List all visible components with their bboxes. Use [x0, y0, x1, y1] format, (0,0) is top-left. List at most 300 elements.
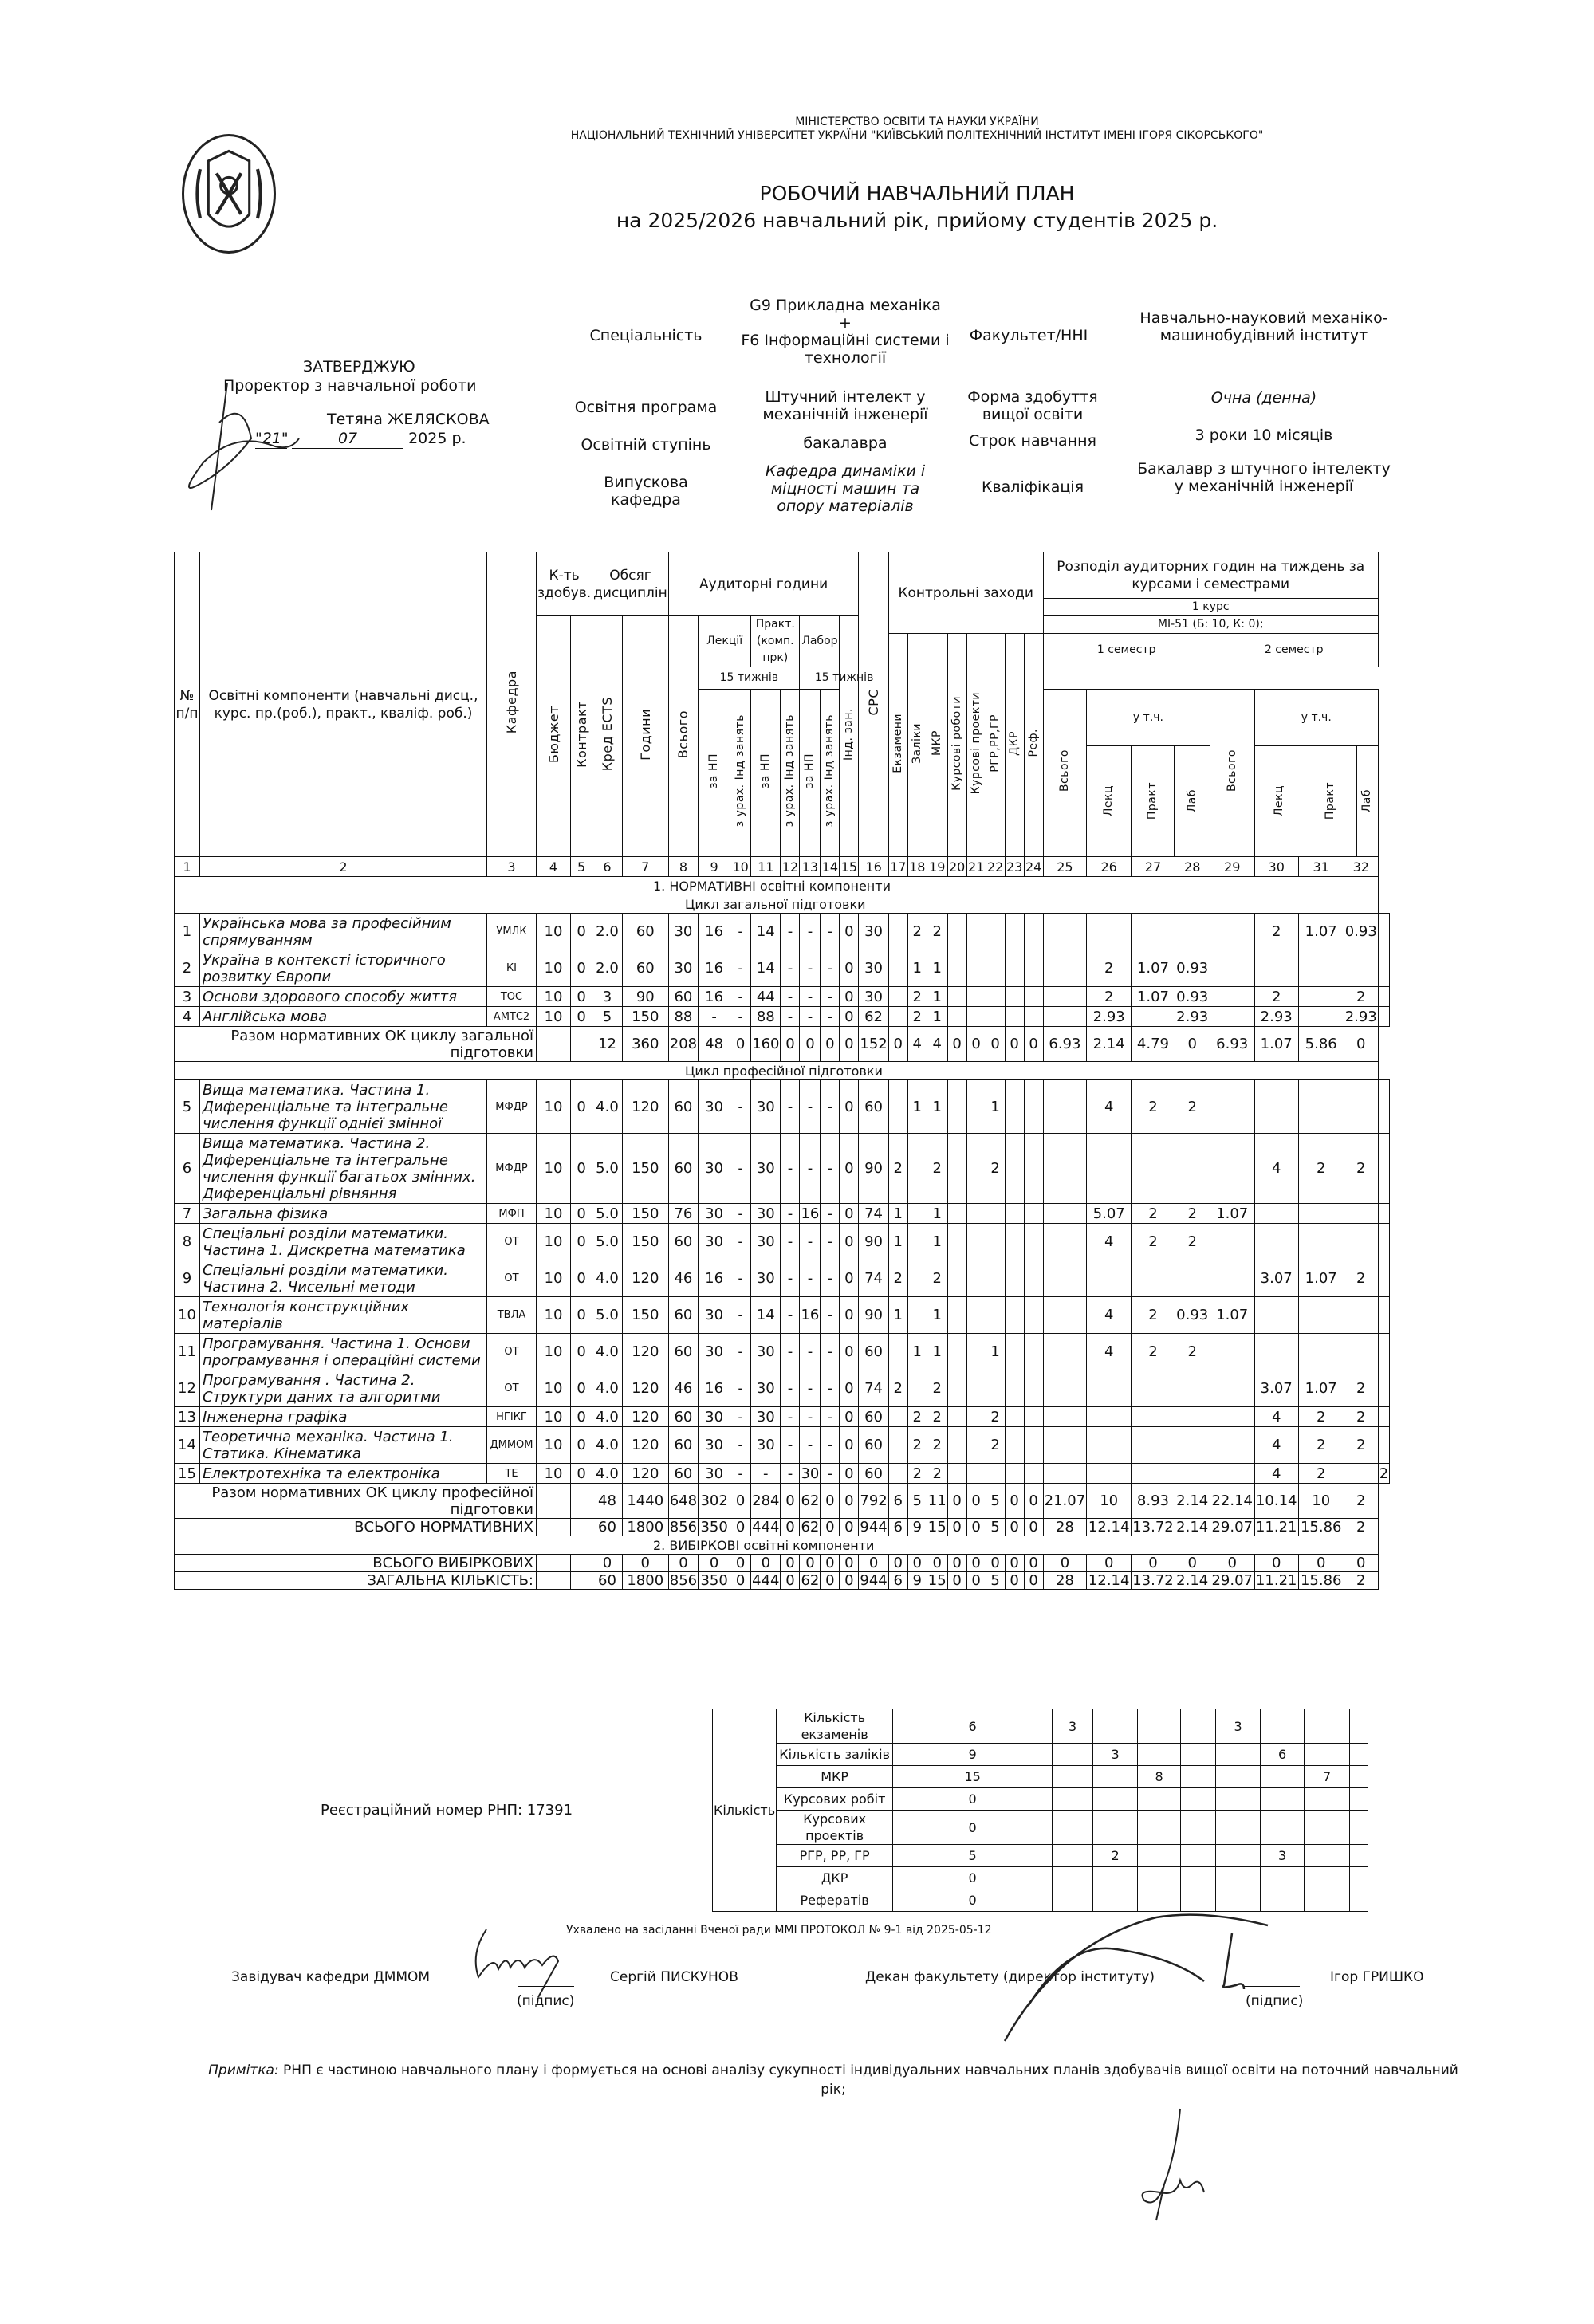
- cell-value: [907, 1204, 927, 1224]
- cell-value: [1132, 1007, 1175, 1027]
- cell-value: -: [730, 1134, 751, 1204]
- cell-value: [986, 1204, 1005, 1224]
- total-value: 22.14: [1210, 1484, 1254, 1519]
- cell-value: 14: [751, 950, 781, 987]
- counts-semester-value: [1305, 1744, 1350, 1766]
- cell-value: -: [800, 1334, 821, 1370]
- cell-value: 30: [859, 914, 888, 950]
- header-sem2-total: Всього: [1210, 690, 1254, 857]
- cell-value: [1005, 1204, 1024, 1224]
- column-number: 1: [175, 857, 200, 877]
- cell-value: [1043, 1134, 1087, 1204]
- cell-value: 0: [840, 1370, 859, 1407]
- cell-value: [947, 1370, 966, 1407]
- kafedra-code: ТОС: [487, 987, 537, 1007]
- cell-value: [947, 1407, 966, 1427]
- header-control: Контрольні заходи: [888, 552, 1043, 634]
- dean-signature-icon: [997, 1909, 1316, 2045]
- component-name: Основи здорового способу життя: [200, 987, 487, 1007]
- counts-table: [712, 1709, 1368, 1912]
- column-number: 29: [1210, 857, 1254, 877]
- counts-semester-value: [1261, 1709, 1305, 1744]
- total-value: 2: [1344, 1572, 1378, 1590]
- cell-value: [1005, 1334, 1024, 1370]
- header-course-works: Курсові роботи: [947, 634, 966, 857]
- page-subtitle: на 2025/2026 навчальний рік, прийому студентів 2025 р.: [616, 209, 1218, 232]
- cell-value: -: [730, 1407, 751, 1427]
- cell-value: 2: [1298, 1427, 1344, 1464]
- cell-value: -: [781, 1370, 800, 1407]
- kafedra-code: ТЕ: [487, 1464, 537, 1484]
- cell-value: 2: [1344, 1370, 1378, 1407]
- table-row: [175, 914, 1390, 950]
- cell-value: [1378, 1297, 1389, 1334]
- total-value: 0: [821, 1572, 840, 1590]
- component-name: Англійська мова: [200, 1007, 487, 1027]
- cell-value: 60: [859, 1464, 888, 1484]
- cell-value: 2: [927, 1260, 947, 1297]
- counts-semester-value: [1305, 1709, 1350, 1744]
- cell-value: 2.0: [592, 950, 623, 987]
- cell-value: 120: [622, 1080, 668, 1134]
- cell-value: -: [781, 914, 800, 950]
- cell-value: [888, 1464, 907, 1484]
- cell-value: 2: [888, 1260, 907, 1297]
- cell-value: [947, 1427, 966, 1464]
- cell-value: [1132, 1427, 1175, 1464]
- head-of-department-label: Завідувач кафедри ДММОМ: [231, 1969, 431, 1985]
- cell-value: -: [699, 1007, 730, 1027]
- counts-semester-value: 7: [1305, 1766, 1350, 1788]
- cell-value: 30: [751, 1204, 781, 1224]
- cell-value: 4: [1254, 1407, 1298, 1427]
- cell-value: 0: [571, 1134, 592, 1204]
- column-number: 15: [840, 857, 859, 877]
- total-value: 0: [1210, 1555, 1254, 1572]
- cell-value: 0: [840, 1297, 859, 1334]
- component-name: Теоретична механіка. Частина 1. Статика. Кінематика: [200, 1427, 487, 1464]
- column-number: 2: [200, 857, 487, 877]
- cell-value: 30: [751, 1080, 781, 1134]
- counts-row-label: Курсових проектів: [777, 1811, 893, 1845]
- cell-value: [1132, 1464, 1175, 1484]
- cell-value: 0: [571, 1464, 592, 1484]
- cell-value: [1210, 1080, 1254, 1134]
- cell-value: 120: [622, 1370, 668, 1407]
- cell-value: 2: [1132, 1204, 1175, 1224]
- counts-semester-value: [1138, 1788, 1181, 1811]
- total-value: 0: [622, 1555, 668, 1572]
- total-value: 6: [888, 1572, 907, 1590]
- cell-value: 30: [668, 950, 698, 987]
- cell-value: 10: [537, 914, 571, 950]
- counts-semester-value: [1053, 1867, 1093, 1889]
- cell-value: [1087, 1407, 1132, 1427]
- total-value: 0: [699, 1555, 730, 1572]
- cell-value: 2.93: [1176, 1008, 1209, 1025]
- cell-value: [888, 950, 907, 987]
- cell-value: 0: [840, 1134, 859, 1204]
- cell-value: 90: [859, 1224, 888, 1260]
- cell-value: 0: [571, 1370, 592, 1407]
- total-value: 5.86: [1298, 1027, 1344, 1062]
- header-hours: Години: [622, 616, 668, 857]
- cell-value: 10: [537, 1260, 571, 1297]
- cell-value: 60: [668, 1080, 698, 1134]
- total-value: 0: [730, 1555, 751, 1572]
- cell-value: 4: [1254, 1134, 1298, 1204]
- component-name: Програмування . Частина 2. Структури даних та алгоритми: [200, 1370, 487, 1407]
- cell-value: 1.07: [1298, 914, 1344, 950]
- cell-value: 120: [622, 1334, 668, 1370]
- cell-value: [1087, 1464, 1132, 1484]
- cell-value: [1024, 1297, 1043, 1334]
- counts-row-total: 0: [893, 1867, 1053, 1889]
- column-number: 26: [1087, 857, 1132, 877]
- counts-semester-value: [1216, 1766, 1261, 1788]
- total-value: 0: [592, 1555, 623, 1572]
- column-number: 11: [751, 857, 781, 877]
- cell-value: 3: [592, 987, 623, 1007]
- cell-value: [1005, 1297, 1024, 1334]
- counts-semester-value: 3: [1216, 1709, 1261, 1744]
- cell-value: [966, 1407, 986, 1427]
- total-value: 0: [1024, 1519, 1043, 1536]
- cell-value: 0.93: [1175, 1297, 1210, 1334]
- cell-value: [1043, 1204, 1087, 1224]
- cell-value: 120: [622, 1407, 668, 1427]
- cell-value: [1175, 914, 1210, 950]
- cell-value: 16: [800, 1297, 821, 1334]
- counts-label: Кількість: [713, 1709, 777, 1912]
- qual-value: Бакалавр з штучного інтелекту у механічній інженерії: [1137, 460, 1391, 495]
- counts-semester-value: 2: [1093, 1845, 1138, 1867]
- total-value: [537, 1484, 571, 1519]
- total-value: 15: [927, 1519, 947, 1536]
- cell-value: 10: [537, 1334, 571, 1370]
- cell-value: -: [800, 1260, 821, 1297]
- total-value: [571, 1484, 592, 1519]
- cell-value: 0: [571, 1007, 592, 1027]
- cell-value: [1210, 1334, 1254, 1370]
- header-weeks2: 15 тижнів: [800, 667, 888, 690]
- specialty-value: [738, 297, 953, 367]
- component-name: Спеціальні розділи математики. Частина 1. Дискретна математика: [200, 1224, 487, 1260]
- cell-value: 1: [907, 1334, 927, 1370]
- cell-value: 30: [751, 1134, 781, 1204]
- elective-total-row: [175, 1555, 1390, 1572]
- column-number: 18: [907, 857, 927, 877]
- cell-value: [1378, 1427, 1389, 1464]
- cell-value: [1378, 1080, 1389, 1134]
- total-value: 11.21: [1255, 1572, 1297, 1589]
- cell-value: 1.07: [1298, 1260, 1344, 1297]
- cell-value: 60: [622, 950, 668, 987]
- total-value: 0: [781, 1555, 800, 1572]
- header-auditory: Аудиторні години: [668, 552, 859, 616]
- header-component: Освітні компоненти (навчальні дисц., курс. пр.(роб.), практ., кваліф. роб.): [200, 552, 487, 857]
- cell-value: [1254, 1204, 1298, 1224]
- cell-value: [1344, 950, 1378, 987]
- column-number: 4: [537, 857, 571, 877]
- cell-value: -: [821, 1080, 840, 1134]
- header-prac-np: за НП: [751, 690, 781, 857]
- cell-value: [966, 1464, 986, 1484]
- cell-value: 30: [699, 1407, 730, 1427]
- cell-value: 0: [840, 1224, 859, 1260]
- counts-semester-value: [1053, 1766, 1093, 1788]
- total-value: 0: [840, 1519, 859, 1536]
- cell-value: [1024, 950, 1043, 987]
- cell-value: -: [730, 1007, 751, 1027]
- cell-value: 10: [537, 950, 571, 987]
- cell-value: [966, 1134, 986, 1204]
- header-ects: Кред ECTS: [592, 616, 623, 857]
- header-exams: Екзамени: [888, 634, 907, 857]
- total-value: 944: [860, 1572, 888, 1589]
- row-number: 3: [175, 987, 200, 1007]
- cell-value: 2: [1298, 1407, 1344, 1427]
- cell-value: -: [781, 1260, 800, 1297]
- kafedra-code: МФДР: [487, 1080, 537, 1134]
- cell-value: [966, 1334, 986, 1370]
- cell-value: 60: [668, 1224, 698, 1260]
- curriculum-table: [174, 552, 1390, 1590]
- header-ref: Реф.: [1024, 634, 1043, 857]
- counts-row-label: Курсових робіт: [777, 1788, 893, 1811]
- cell-value: [966, 1427, 986, 1464]
- cell-value: [966, 987, 986, 1007]
- column-number: 24: [1024, 857, 1043, 877]
- cell-value: [947, 987, 966, 1007]
- total-value: 29.07: [1210, 1572, 1254, 1590]
- cell-value: 4.0: [592, 1370, 623, 1407]
- counts-semester-value: [1138, 1744, 1181, 1766]
- cell-value: [1210, 1407, 1254, 1427]
- cell-value: -: [781, 1427, 800, 1464]
- cell-value: 60: [859, 1080, 888, 1134]
- counts-semester-value: [1350, 1766, 1368, 1788]
- cell-value: [1043, 987, 1087, 1007]
- column-number: 32: [1344, 857, 1378, 877]
- cell-value: 10: [537, 1224, 571, 1260]
- cell-value: [966, 1204, 986, 1224]
- total-value: 0: [840, 1484, 859, 1519]
- table-row: [175, 1334, 1390, 1370]
- cell-value: 30: [859, 987, 888, 1007]
- cell-value: [1344, 1224, 1378, 1260]
- cell-value: 30: [699, 1080, 730, 1134]
- cell-value: 90: [622, 987, 668, 1007]
- cell-value: 60: [668, 1134, 698, 1204]
- total-value: 0: [1024, 1027, 1043, 1062]
- cell-value: 2: [986, 1427, 1005, 1464]
- column-number: 25: [1043, 857, 1087, 877]
- cell-value: -: [730, 1224, 751, 1260]
- total-value: 2.14: [1175, 1484, 1210, 1519]
- table-row: [175, 1134, 1390, 1204]
- cell-value: 0: [840, 1407, 859, 1427]
- specialty-plus: +: [839, 314, 852, 332]
- counts-semester-value: [1216, 1744, 1261, 1766]
- column-number: 19: [927, 857, 947, 877]
- cell-value: [1005, 1007, 1024, 1027]
- cell-value: 30: [751, 1224, 781, 1260]
- total-value: 48: [592, 1484, 623, 1519]
- column-number: 8: [668, 857, 698, 877]
- counts-semester-value: 3: [1053, 1709, 1093, 1744]
- cell-value: [1043, 1464, 1087, 1484]
- cell-value: [966, 1224, 986, 1260]
- cell-value: [1210, 1464, 1254, 1484]
- cell-value: [947, 1464, 966, 1484]
- counts-semester-value: [1181, 1788, 1216, 1811]
- cell-value: [1132, 1407, 1175, 1427]
- cell-value: [966, 914, 986, 950]
- total-value: 9: [907, 1519, 927, 1536]
- cell-value: 0: [840, 1260, 859, 1297]
- cell-value: 4.0: [592, 1407, 623, 1427]
- total-value: 0: [947, 1572, 966, 1590]
- cell-value: 2: [907, 914, 927, 950]
- cell-value: 88: [751, 1007, 781, 1027]
- dept-value: Кафедра динаміки і міцності машин та опору матеріалів: [765, 462, 926, 515]
- cell-value: [1298, 1297, 1344, 1334]
- header-sem1: 1 семестр: [1043, 634, 1210, 667]
- total-value: 0: [840, 1555, 859, 1572]
- total-label: ВСЬОГО ВИБІРКОВИХ: [175, 1555, 537, 1572]
- cell-value: [986, 1370, 1005, 1407]
- cell-value: [1005, 1407, 1024, 1427]
- total-value: 0: [668, 1555, 698, 1572]
- cell-value: [907, 1370, 927, 1407]
- page-title: РОБОЧИЙ НАВЧАЛЬНИЙ ПЛАН: [759, 182, 1075, 205]
- cell-value: 2: [927, 1134, 947, 1204]
- total-value: 4: [927, 1027, 947, 1062]
- counts-semester-value: [1261, 1867, 1305, 1889]
- table-row: [175, 1407, 1390, 1427]
- council-approval: Ухвалено на засіданні Вченої ради ММІ ПРОТОКОЛ № 9-1 від 2025-05-12: [566, 1924, 992, 1937]
- cell-value: [1087, 1427, 1132, 1464]
- cell-value: [966, 950, 986, 987]
- cell-value: [1298, 1204, 1344, 1224]
- cell-value: -: [730, 1260, 751, 1297]
- cell-value: 74: [859, 1260, 888, 1297]
- cell-value: [1024, 1370, 1043, 1407]
- total-value: 0: [966, 1555, 986, 1572]
- counts-semester-value: 6: [1261, 1744, 1305, 1766]
- cell-value: [1210, 1134, 1254, 1204]
- cell-value: 5.0: [592, 1204, 623, 1224]
- cell-value: 0: [571, 987, 592, 1007]
- column-number: 5: [571, 857, 592, 877]
- counts-row: [713, 1788, 1368, 1811]
- header-ind: Інд. зан.: [840, 616, 859, 857]
- cell-value: -: [821, 914, 840, 950]
- total-value: 0: [1024, 1555, 1043, 1572]
- cell-value: 30: [699, 1134, 730, 1204]
- cell-value: [1024, 1080, 1043, 1134]
- cell-value: [907, 1260, 927, 1297]
- total-label: ВСЬОГО НОРМАТИВНИХ: [175, 1519, 537, 1536]
- counts-semester-value: [1053, 1889, 1093, 1912]
- total-value: 2.14: [1176, 1519, 1209, 1536]
- total-value: 0: [907, 1555, 927, 1572]
- row-number: 6: [175, 1134, 200, 1204]
- row-number: 8: [175, 1224, 200, 1260]
- cell-value: [1378, 950, 1389, 987]
- cell-value: 90: [859, 1297, 888, 1334]
- component-name: Спеціальні розділи математики. Частина 2. Чисельні методи: [200, 1260, 487, 1297]
- cell-value: [907, 1297, 927, 1334]
- cell-value: 0: [840, 1427, 859, 1464]
- counts-semester-value: [1138, 1709, 1181, 1744]
- row-number: 7: [175, 1204, 200, 1224]
- total-value: 208: [668, 1027, 698, 1062]
- total-value: 8.93: [1132, 1484, 1175, 1519]
- component-name: Українська мова за професійним спрямуванням: [200, 914, 487, 950]
- header-labs: Лабор: [800, 616, 840, 667]
- table-row: [175, 1427, 1390, 1464]
- counts-semester-value: [1350, 1867, 1368, 1889]
- cell-value: 150: [622, 1007, 668, 1027]
- cell-value: [947, 1007, 966, 1027]
- cell-value: [907, 1224, 927, 1260]
- cell-value: -: [730, 1204, 751, 1224]
- cell-value: 60: [622, 914, 668, 950]
- cell-value: [1298, 1080, 1344, 1134]
- cell-value: 16: [699, 1260, 730, 1297]
- cell-value: 0: [840, 1080, 859, 1134]
- counts-semester-value: [1093, 1811, 1138, 1845]
- cell-value: 1: [927, 987, 947, 1007]
- cell-value: 150: [622, 1134, 668, 1204]
- cell-value: 30: [699, 1297, 730, 1334]
- cell-value: 4: [1087, 1297, 1132, 1334]
- column-number: 7: [622, 857, 668, 877]
- cell-value: -: [781, 1224, 800, 1260]
- cell-value: -: [800, 950, 821, 987]
- column-number: 28: [1175, 857, 1210, 877]
- faculty-value: Навчально-науковий механіко-машинобудівний інститут: [1139, 309, 1388, 344]
- cell-value: 46: [668, 1370, 698, 1407]
- table-row: [175, 1204, 1390, 1224]
- counts-semester-value: [1350, 1845, 1368, 1867]
- total-value: 0: [800, 1555, 821, 1572]
- section-general-cycle: Цикл загальної підготовки: [175, 895, 1379, 914]
- column-number: 27: [1132, 857, 1175, 877]
- grand-total-row: [175, 1572, 1390, 1590]
- professional-cycle-total-row: [175, 1484, 1390, 1519]
- column-number: 16: [859, 857, 888, 877]
- cell-value: [1175, 1134, 1210, 1204]
- cell-value: [1024, 1224, 1043, 1260]
- total-value: 62: [801, 1572, 820, 1589]
- form-label: Форма здобуття вищої освіти: [967, 388, 1098, 423]
- total-value: 0: [730, 1572, 751, 1590]
- component-name: Загальна фізика: [200, 1204, 487, 1224]
- component-name: Україна в контексті історичного розвитку Європи: [200, 950, 487, 987]
- counts-semester-value: [1216, 1867, 1261, 1889]
- total-value: 0: [966, 1572, 986, 1590]
- cell-value: [947, 1224, 966, 1260]
- cell-value: 5.0: [592, 1224, 623, 1260]
- column-number: 3: [487, 857, 537, 877]
- cell-value: 2.0: [592, 914, 623, 950]
- total-value: 0: [781, 1027, 800, 1062]
- cell-value: 10: [537, 1297, 571, 1334]
- cell-value: 10: [537, 987, 571, 1007]
